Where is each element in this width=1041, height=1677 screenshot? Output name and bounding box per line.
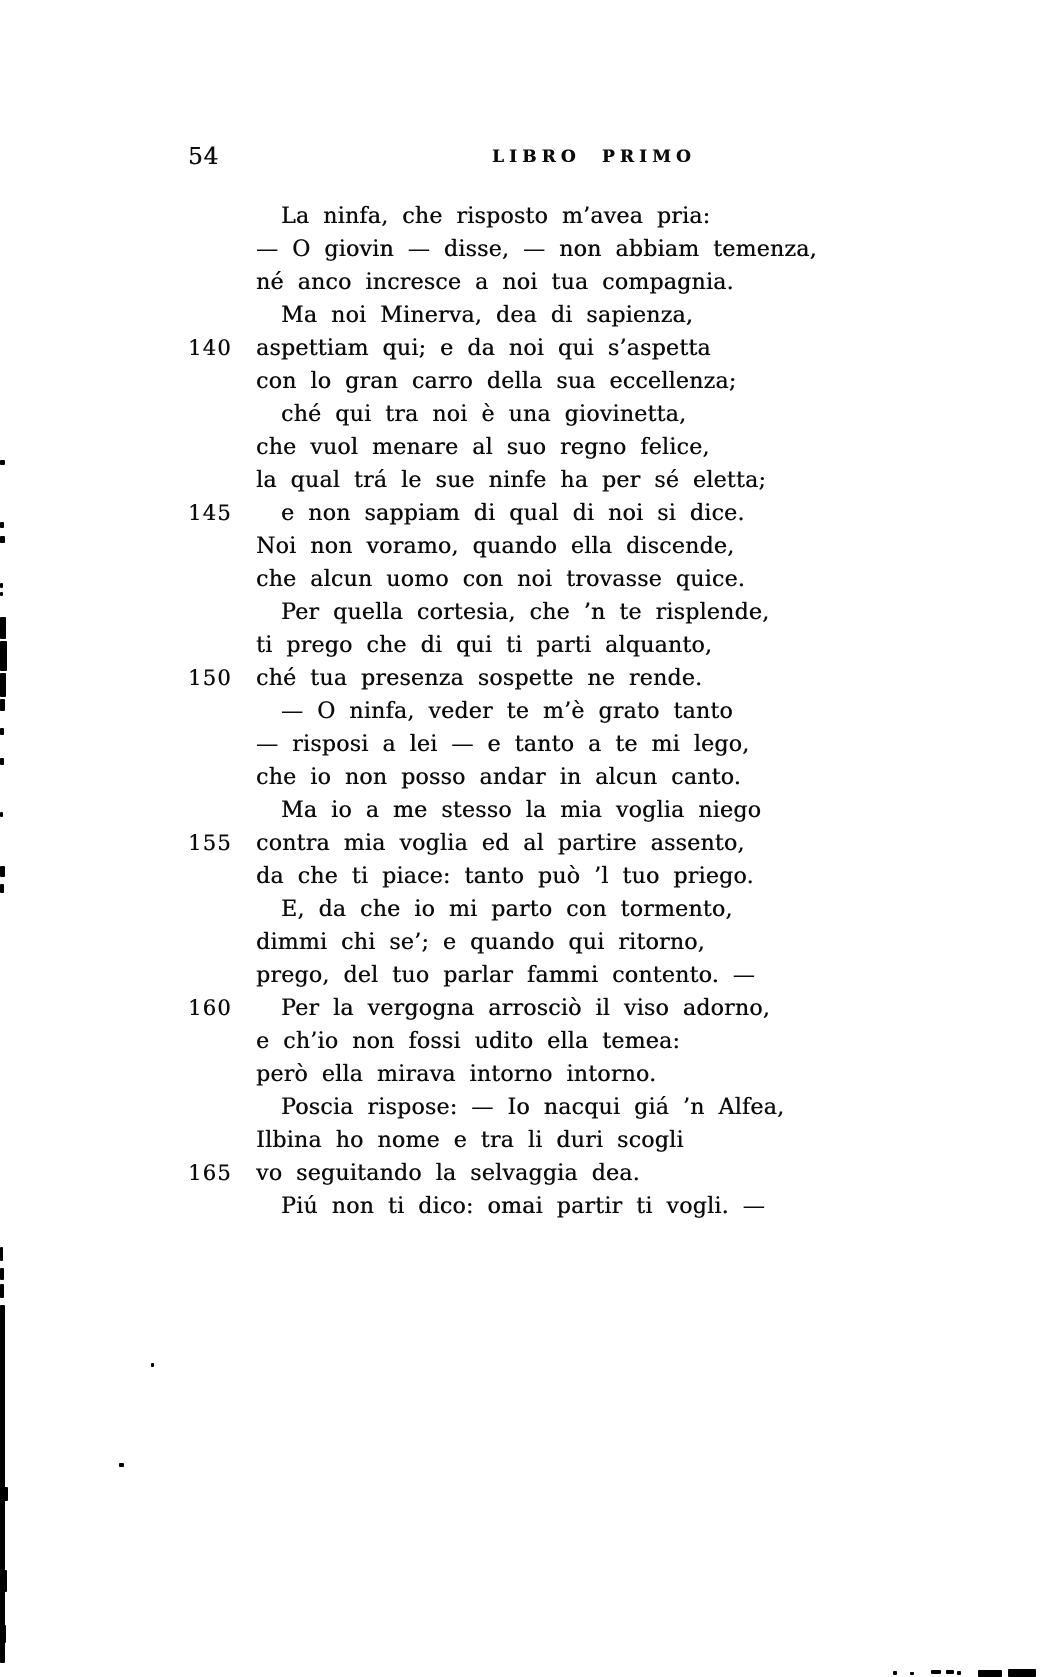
verse-text: ché qui tra noi è una giovinetta, [281, 402, 687, 427]
poem-line [188, 1091, 888, 1124]
verse-text: Noi non voramo, quando ella discende, [256, 534, 735, 559]
poem-line [188, 596, 888, 629]
poem-line [188, 1124, 888, 1157]
poem [188, 200, 888, 1223]
line-number: 150 [188, 666, 232, 690]
verse-text: però ella mirava intorno intorno. [256, 1062, 657, 1087]
verse-text: che alcun uomo con noi trovasse quice. [256, 567, 745, 592]
scan-artifact [910, 1672, 914, 1675]
scan-artifact [0, 1284, 4, 1298]
poem-line [188, 563, 888, 596]
verse-text: aspettiam qui; e da noi qui s’aspetta [256, 336, 711, 361]
poem-line [188, 1157, 888, 1190]
poem-line [188, 332, 888, 365]
verse-text: Ma noi Minerva, dea di sapienza, [281, 303, 694, 328]
poem-line [188, 365, 888, 398]
verse-text: Poscia rispose: — Io nacqui giá ’n Alfea, [281, 1095, 785, 1120]
verse-text: la qual trá le sue ninfe ha per sé eletta; [256, 468, 767, 493]
scan-artifact [0, 728, 4, 735]
poem-line [188, 794, 888, 827]
scan-artifact [0, 758, 4, 765]
poem-line [188, 860, 888, 893]
verse-text: Ma io a me stesso la mia voglia niego [281, 798, 762, 823]
line-number: 140 [188, 336, 232, 360]
verse-text: ché tua presenza sospette ne rende. [256, 666, 703, 691]
scan-artifact [1008, 1669, 1036, 1677]
verse-text: Per la vergogna arrosciò il viso adorno, [281, 996, 771, 1021]
running-title: LIBRO PRIMO [492, 147, 696, 167]
scan-artifact [0, 673, 6, 697]
page-number: 54 [188, 144, 220, 170]
poem-line [188, 992, 888, 1025]
verse-text: La ninfa, che risposto m’avea pria: [281, 204, 711, 229]
scan-artifact [0, 1268, 4, 1280]
scan-artifact [931, 1670, 941, 1674]
poem-line [188, 398, 888, 431]
scan-artifact [0, 522, 4, 528]
verse-text: Piú non ti dico: omai partir ti vogli. — [281, 1194, 765, 1219]
line-number: 165 [188, 1161, 232, 1185]
verse-text: con lo gran carro della sua eccellenza; [256, 369, 737, 394]
verse-text: che vuol menare al suo regno felice, [256, 435, 710, 460]
verse-text: — O ninfa, veder te m’è grato tanto [281, 699, 733, 724]
poem-line [188, 497, 888, 530]
verse-text: da che ti piace: tanto può ’l tuo priego. [256, 864, 754, 889]
scan-artifact [0, 866, 5, 877]
scan-artifact [0, 592, 3, 596]
verse-text: prego, del tuo parlar fammi contento. — [256, 963, 756, 988]
scan-artifact [0, 641, 7, 671]
poem-line [188, 266, 888, 299]
verse-text: E, da che io mi parto con tormento, [281, 897, 733, 922]
verse-text: e ch’io non fossi udito ella temea: [256, 1029, 681, 1054]
verse-text: né anco incresce a noi tua compagnia. [256, 270, 734, 295]
verse-text: Ilbina ho nome e tra li duri scogli [256, 1128, 684, 1153]
poem-line [188, 893, 888, 926]
line-number: 155 [188, 831, 232, 855]
scan-artifact [0, 1247, 3, 1261]
poem-line [188, 299, 888, 332]
scan-artifact [119, 1463, 124, 1467]
scan-artifact [0, 583, 3, 588]
poem-line [188, 728, 888, 761]
poem-line [188, 233, 888, 266]
scan-artifact [151, 1363, 154, 1367]
scan-artifact [0, 884, 4, 893]
scan-artifact [2, 1625, 6, 1643]
verse-text: che io non posso andar in alcun canto. [256, 765, 742, 790]
scan-artifact [0, 536, 5, 543]
verse-text: vo seguitando la selvaggia dea. [256, 1161, 640, 1186]
poem-line [188, 464, 888, 497]
line-number: 160 [188, 996, 232, 1020]
poem-line [188, 761, 888, 794]
poem-line [188, 1190, 888, 1223]
poem-line [188, 827, 888, 860]
poem-line [188, 1058, 888, 1091]
poem-line [188, 200, 888, 233]
poem-line [188, 1025, 888, 1058]
verse-text: contra mia voglia ed al partire assento, [256, 831, 745, 856]
scan-artifact [957, 1671, 961, 1675]
scan-artifact [946, 1670, 954, 1674]
scan-artifact [0, 812, 3, 817]
verse-text: — O giovin — disse, — non abbiam temenza, [256, 237, 817, 262]
poem-line [188, 959, 888, 992]
line-number: 145 [188, 501, 232, 525]
poem-line [188, 926, 888, 959]
scan-artifact [0, 1305, 5, 1663]
verse-text: Per quella cortesia, che ’n te risplende, [281, 600, 770, 625]
verse-text: e non sappiam di qual di noi si dice. [281, 501, 745, 526]
scan-artifact [2, 1570, 7, 1592]
poem-line [188, 662, 888, 695]
scan-artifact [2, 1487, 8, 1501]
poem-line [188, 629, 888, 662]
verse-text: ti prego che di qui ti parti alquanto, [256, 633, 713, 658]
scan-artifact [893, 1671, 897, 1675]
verse-text: — risposi a lei — e tanto a te mi lego, [256, 732, 750, 757]
poem-line [188, 530, 888, 563]
verse-text: dimmi chi se’; e quando qui ritorno, [256, 930, 705, 955]
scan-artifact [0, 460, 5, 465]
scan-artifact [0, 699, 5, 711]
scan-artifact [0, 617, 6, 639]
poem-line [188, 695, 888, 728]
scan-artifact [978, 1670, 1002, 1677]
poem-line [188, 431, 888, 464]
